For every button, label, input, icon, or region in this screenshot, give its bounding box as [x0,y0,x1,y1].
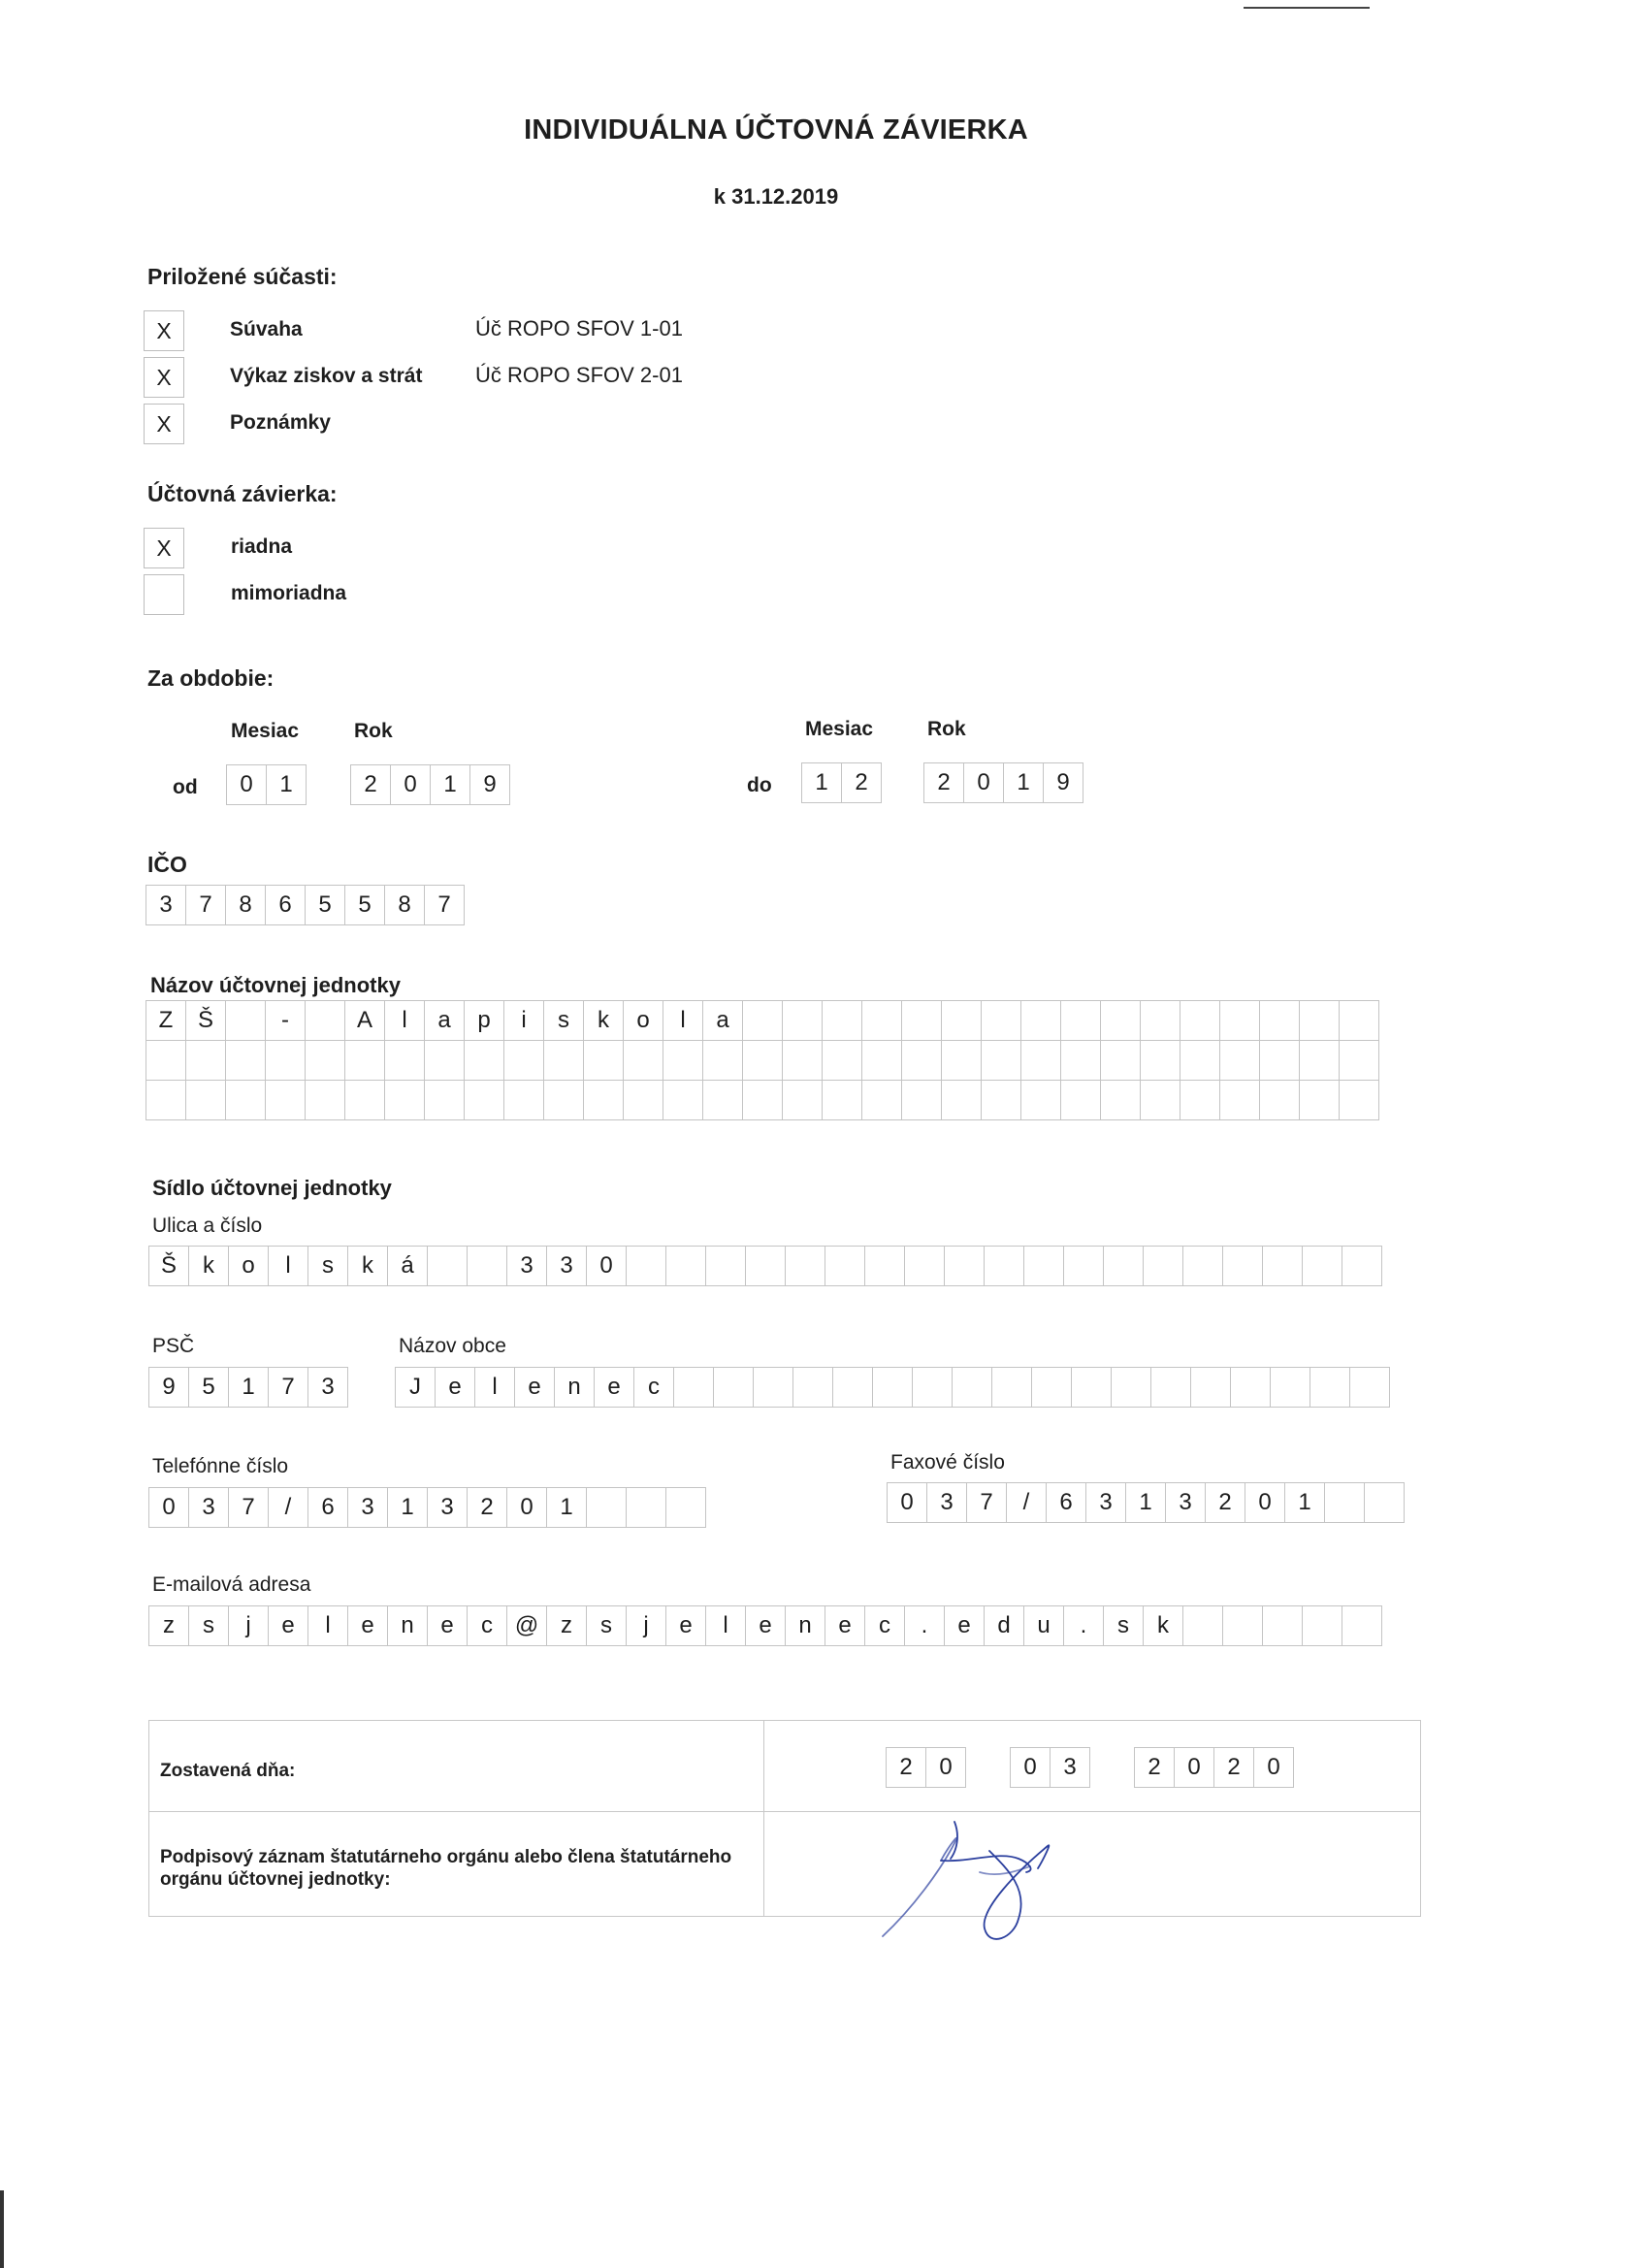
char-cell [1262,1246,1303,1286]
char-cell: e [347,1605,388,1646]
statement-label-riadna: riadna [231,535,293,558]
fax-label: Faxové číslo [890,1451,1005,1474]
char-cell [702,1080,743,1120]
char-cell [1222,1605,1263,1646]
char-cell: n [387,1605,428,1646]
char-cell [305,1040,345,1081]
char-cell [663,1080,703,1120]
char-cell: 3 [1085,1482,1126,1523]
char-cell [384,1040,425,1081]
char-cell [1270,1367,1310,1408]
char-cell: o [228,1246,269,1286]
char-cell: e [268,1605,308,1646]
char-cell: . [1063,1605,1104,1646]
char-cell [1302,1605,1342,1646]
char-cell: n [554,1367,595,1408]
char-cell [832,1367,873,1408]
char-cell [1140,1080,1180,1120]
to-month-field[interactable] [801,762,881,803]
char-cell: 3 [188,1487,229,1528]
attachment-label-poznamky: Poznámky [230,411,331,434]
char-cell [1230,1367,1271,1408]
ico-field[interactable] [146,885,464,925]
entity-name-row [146,1000,1378,1040]
char-cell [861,1000,902,1041]
char-cell [1180,1040,1220,1081]
compiled-box-divider [763,1720,764,1917]
char-cell [702,1040,743,1081]
statement-label-mimoriadna: mimoriadna [231,582,347,604]
char-cell [981,1000,1021,1041]
char-cell [991,1367,1032,1408]
char-cell [503,1040,544,1081]
char-cell: - [265,1000,306,1041]
char-cell: e [944,1605,985,1646]
from-year-field[interactable] [350,764,509,805]
char-cell: 1 [387,1487,428,1528]
char-cell: 3 [506,1246,547,1286]
street-label: Ulica a číslo [152,1215,263,1237]
char-cell: c [633,1367,674,1408]
char-cell [1103,1246,1144,1286]
scan-mark-top [1244,7,1370,9]
char-cell [1342,1246,1382,1286]
char-cell [745,1246,786,1286]
char-cell [981,1040,1021,1081]
char-cell [626,1487,666,1528]
char-cell: k [347,1246,388,1286]
char-cell [1143,1246,1183,1286]
entity-name-label: Názov účtovnej jednotky [150,973,401,997]
char-cell [824,1246,865,1286]
char-cell [543,1040,584,1081]
attachment-label-suvaha: Súvaha [230,318,303,340]
char-cell [225,1080,266,1120]
char-cell [586,1487,627,1528]
char-cell [1180,1000,1220,1041]
char-cell: z [148,1605,189,1646]
char-cell [1100,1040,1141,1081]
psc-field[interactable] [148,1367,347,1408]
char-cell [785,1246,825,1286]
char-cell: k [188,1246,229,1286]
char-cell: 0 [1245,1482,1285,1523]
char-cell [941,1080,982,1120]
digit-cell: 9 [1043,762,1083,803]
char-cell [1100,1000,1141,1041]
char-cell: 6 [1046,1482,1086,1523]
digit-cell: 0 [390,764,431,805]
char-cell: s [543,1000,584,1041]
char-cell: 2 [1205,1482,1245,1523]
char-cell: 5 [305,885,345,925]
char-cell [344,1080,385,1120]
char-cell [146,1040,186,1081]
statement-type-heading: Účtovná závierka: [147,481,338,506]
checkbox-suvaha[interactable]: X [144,310,184,351]
char-cell: 7 [185,885,226,925]
char-cell [952,1367,992,1408]
char-cell [1020,1000,1061,1041]
char-cell: 0 [506,1487,547,1528]
char-cell: . [904,1605,945,1646]
char-cell [146,1080,186,1120]
digit-cell: 2 [1134,1747,1175,1788]
digit-cell: 2 [923,762,964,803]
digit-cell: 9 [469,764,510,805]
city-field[interactable] [395,1367,1389,1408]
signature-label: Podpisový záznam štatutárneho orgánu alebo člena štatutárneho orgánu účtovnej jednotky: [160,1847,732,1890]
char-cell: s [188,1605,229,1646]
char-cell: 3 [1165,1482,1206,1523]
char-cell: 0 [586,1246,627,1286]
attachments-heading: Priložené súčasti: [147,264,338,289]
char-cell: 3 [146,885,186,925]
char-cell [1259,1040,1300,1081]
digit-cell: 2 [350,764,391,805]
char-cell: 8 [225,885,266,925]
char-cell [1182,1605,1223,1646]
char-cell: l [474,1367,515,1408]
char-cell [623,1040,663,1081]
char-cell [1190,1367,1231,1408]
char-cell: 3 [546,1246,587,1286]
char-cell: l [268,1246,308,1286]
char-cell: 1 [1284,1482,1325,1523]
char-cell [912,1367,953,1408]
char-cell [941,1040,982,1081]
digit-cell: 0 [925,1747,966,1788]
checkbox-riadna[interactable]: X [144,528,184,568]
page-title: INDIVIDUÁLNA ÚČTOVNÁ ZÁVIERKA [524,114,1028,146]
char-cell [1140,1040,1180,1081]
char-cell: @ [506,1605,547,1646]
address-heading: Sídlo účtovnej jednotky [152,1176,392,1200]
char-cell: e [665,1605,706,1646]
char-cell [1219,1080,1260,1120]
char-cell: l [384,1000,425,1041]
char-cell: e [824,1605,865,1646]
fax-field[interactable] [887,1482,1404,1523]
digit-cell: 1 [1003,762,1044,803]
char-cell [1020,1040,1061,1081]
char-cell [864,1246,905,1286]
char-cell: Š [185,1000,226,1041]
char-cell [424,1080,465,1120]
char-cell: l [705,1605,746,1646]
char-cell: k [583,1000,624,1041]
char-cell [1150,1367,1191,1408]
char-cell [265,1080,306,1120]
char-cell: 7 [228,1487,269,1528]
char-cell [1364,1482,1405,1523]
char-cell [1060,1080,1101,1120]
char-cell: e [514,1367,555,1408]
char-cell: s [307,1246,348,1286]
char-cell [1023,1246,1064,1286]
char-cell [713,1367,754,1408]
char-cell: 9 [148,1367,189,1408]
from-year-label: Rok [354,720,393,742]
char-cell: c [864,1605,905,1646]
char-cell [782,1000,823,1041]
char-cell [872,1367,913,1408]
char-cell [663,1040,703,1081]
digit-cell: 0 [226,764,267,805]
char-cell [464,1080,504,1120]
char-cell [861,1040,902,1081]
char-cell: 6 [265,885,306,925]
char-cell: s [1103,1605,1144,1646]
char-cell [265,1040,306,1081]
char-cell [753,1367,793,1408]
char-cell [705,1246,746,1286]
char-cell: 3 [926,1482,967,1523]
char-cell [1182,1246,1223,1286]
char-cell: 7 [424,885,465,925]
period-heading: Za obdobie: [147,665,275,691]
char-cell [1100,1080,1141,1120]
char-cell [583,1080,624,1120]
char-cell [503,1080,544,1120]
char-cell [1180,1080,1220,1120]
char-cell [1111,1367,1151,1408]
char-cell: e [745,1605,786,1646]
char-cell [1259,1080,1300,1120]
char-cell [305,1000,345,1041]
char-cell [305,1080,345,1120]
char-cell: j [228,1605,269,1646]
char-cell [344,1040,385,1081]
attachment-label-vykaz: Výkaz ziskov a strát [230,365,423,387]
digit-cell: 0 [963,762,1004,803]
from-label: od [173,776,198,798]
char-cell: p [464,1000,504,1041]
char-cell: 1 [228,1367,269,1408]
char-cell: 8 [384,885,425,925]
digit-cell: 0 [1010,1747,1051,1788]
char-cell [984,1246,1024,1286]
char-cell [1031,1367,1072,1408]
char-cell [467,1246,507,1286]
char-cell [1219,1000,1260,1041]
checkbox-mimoriadna[interactable] [144,574,184,615]
char-cell [822,1080,862,1120]
char-cell: e [594,1367,634,1408]
char-cell: e [435,1367,475,1408]
char-cell: 0 [148,1487,189,1528]
char-cell [1219,1040,1260,1081]
city-label: Názov obce [399,1335,506,1357]
char-cell [665,1487,706,1528]
to-label: do [747,774,772,796]
char-cell [901,1080,942,1120]
char-cell: c [467,1605,507,1646]
entity-name-row [146,1080,1378,1119]
char-cell [792,1367,833,1408]
char-cell [1342,1605,1382,1646]
char-cell: 3 [307,1367,348,1408]
entity-name-row [146,1040,1378,1080]
char-cell: 0 [887,1482,927,1523]
char-cell [1299,1040,1340,1081]
checkbox-vykaz[interactable]: X [144,357,184,398]
entity-name-field[interactable] [146,1000,1378,1119]
char-cell [742,1040,783,1081]
char-cell: 7 [268,1367,308,1408]
char-cell: l [307,1605,348,1646]
from-month-field[interactable] [226,764,306,805]
char-cell: a [424,1000,465,1041]
char-cell: 1 [1125,1482,1166,1523]
char-cell [464,1040,504,1081]
char-cell [1063,1246,1104,1286]
char-cell [1060,1040,1101,1081]
attachment-code-suvaha: Úč ROPO SFOV 1-01 [475,316,683,340]
char-cell [384,1080,425,1120]
char-cell [1259,1000,1300,1041]
char-cell [981,1080,1021,1120]
char-cell [185,1040,226,1081]
to-month-label: Mesiac [805,718,874,740]
psc-label: PSČ [152,1335,195,1357]
signature-image [873,1812,1145,1958]
char-cell: 6 [307,1487,348,1528]
char-cell: e [427,1605,468,1646]
char-cell [742,1000,783,1041]
char-cell [822,1000,862,1041]
email-field[interactable] [148,1605,1381,1646]
char-cell [623,1080,663,1120]
char-cell [904,1246,945,1286]
char-cell [861,1080,902,1120]
char-cell [1339,1040,1379,1081]
char-cell: J [395,1367,436,1408]
compiled-label: Zostavená dňa: [160,1761,296,1781]
report-date: k 31.12.2019 [713,184,839,209]
digit-cell: 2 [886,1747,926,1788]
char-cell [673,1367,714,1408]
char-cell [225,1000,266,1041]
char-cell: 7 [966,1482,1007,1523]
char-cell [1071,1367,1112,1408]
char-cell [782,1080,823,1120]
char-cell: 2 [467,1487,507,1528]
digit-cell: 3 [1050,1747,1090,1788]
char-cell [782,1040,823,1081]
char-cell [1302,1246,1342,1286]
ico-label: IČO [147,852,187,877]
char-cell: i [503,1000,544,1041]
char-cell: a [702,1000,743,1041]
to-year-label: Rok [927,718,966,740]
digit-cell: 0 [1253,1747,1294,1788]
char-cell: 5 [344,885,385,925]
char-cell: z [546,1605,587,1646]
char-cell [1324,1482,1365,1523]
compiled-day-field[interactable] [886,1747,965,1788]
char-cell [1020,1080,1061,1120]
char-cell: 5 [188,1367,229,1408]
char-cell [822,1040,862,1081]
char-cell: Z [146,1000,186,1041]
char-cell [1140,1000,1180,1041]
street-field[interactable] [148,1246,1381,1286]
char-cell: 1 [546,1487,587,1528]
char-cell [1339,1080,1379,1120]
compiled-box-row-divider [148,1811,1421,1812]
char-cell [1339,1000,1379,1041]
char-cell [1299,1080,1340,1120]
char-cell [665,1246,706,1286]
digit-cell: 1 [430,764,470,805]
email-label: E-mailová adresa [152,1573,311,1596]
digit-cell: 1 [266,764,307,805]
attachment-code-vykaz: Úč ROPO SFOV 2-01 [475,363,683,387]
char-cell: A [344,1000,385,1041]
char-cell [543,1080,584,1120]
char-cell: á [387,1246,428,1286]
char-cell: 3 [427,1487,468,1528]
digit-cell: 0 [1174,1747,1214,1788]
char-cell [583,1040,624,1081]
phone-field[interactable] [148,1487,705,1528]
char-cell: 3 [347,1487,388,1528]
char-cell [941,1000,982,1041]
char-cell: o [623,1000,663,1041]
char-cell: l [663,1000,703,1041]
char-cell: / [268,1487,308,1528]
char-cell: n [785,1605,825,1646]
phone-label: Telefónne číslo [152,1455,289,1477]
char-cell [901,1040,942,1081]
char-cell [944,1246,985,1286]
char-cell [424,1040,465,1081]
char-cell [1349,1367,1390,1408]
char-cell: s [586,1605,627,1646]
char-cell: / [1006,1482,1047,1523]
compiled-year-field[interactable] [1134,1747,1293,1788]
char-cell [185,1080,226,1120]
digit-cell: 1 [801,762,842,803]
char-cell [1262,1605,1303,1646]
char-cell [1299,1000,1340,1041]
char-cell [626,1246,666,1286]
char-cell [742,1080,783,1120]
char-cell: Š [148,1246,189,1286]
char-cell [427,1246,468,1286]
to-year-field[interactable] [923,762,1083,803]
char-cell [901,1000,942,1041]
char-cell [1222,1246,1263,1286]
checkbox-poznamky[interactable]: X [144,404,184,444]
char-cell [225,1040,266,1081]
from-month-label: Mesiac [231,720,300,742]
digit-cell: 2 [1213,1747,1254,1788]
char-cell [1310,1367,1350,1408]
char-cell: j [626,1605,666,1646]
char-cell [1060,1000,1101,1041]
compiled-month-field[interactable] [1010,1747,1089,1788]
char-cell: d [984,1605,1024,1646]
char-cell: k [1143,1605,1183,1646]
scan-mark-side [0,2190,4,2268]
char-cell: u [1023,1605,1064,1646]
digit-cell: 2 [841,762,882,803]
